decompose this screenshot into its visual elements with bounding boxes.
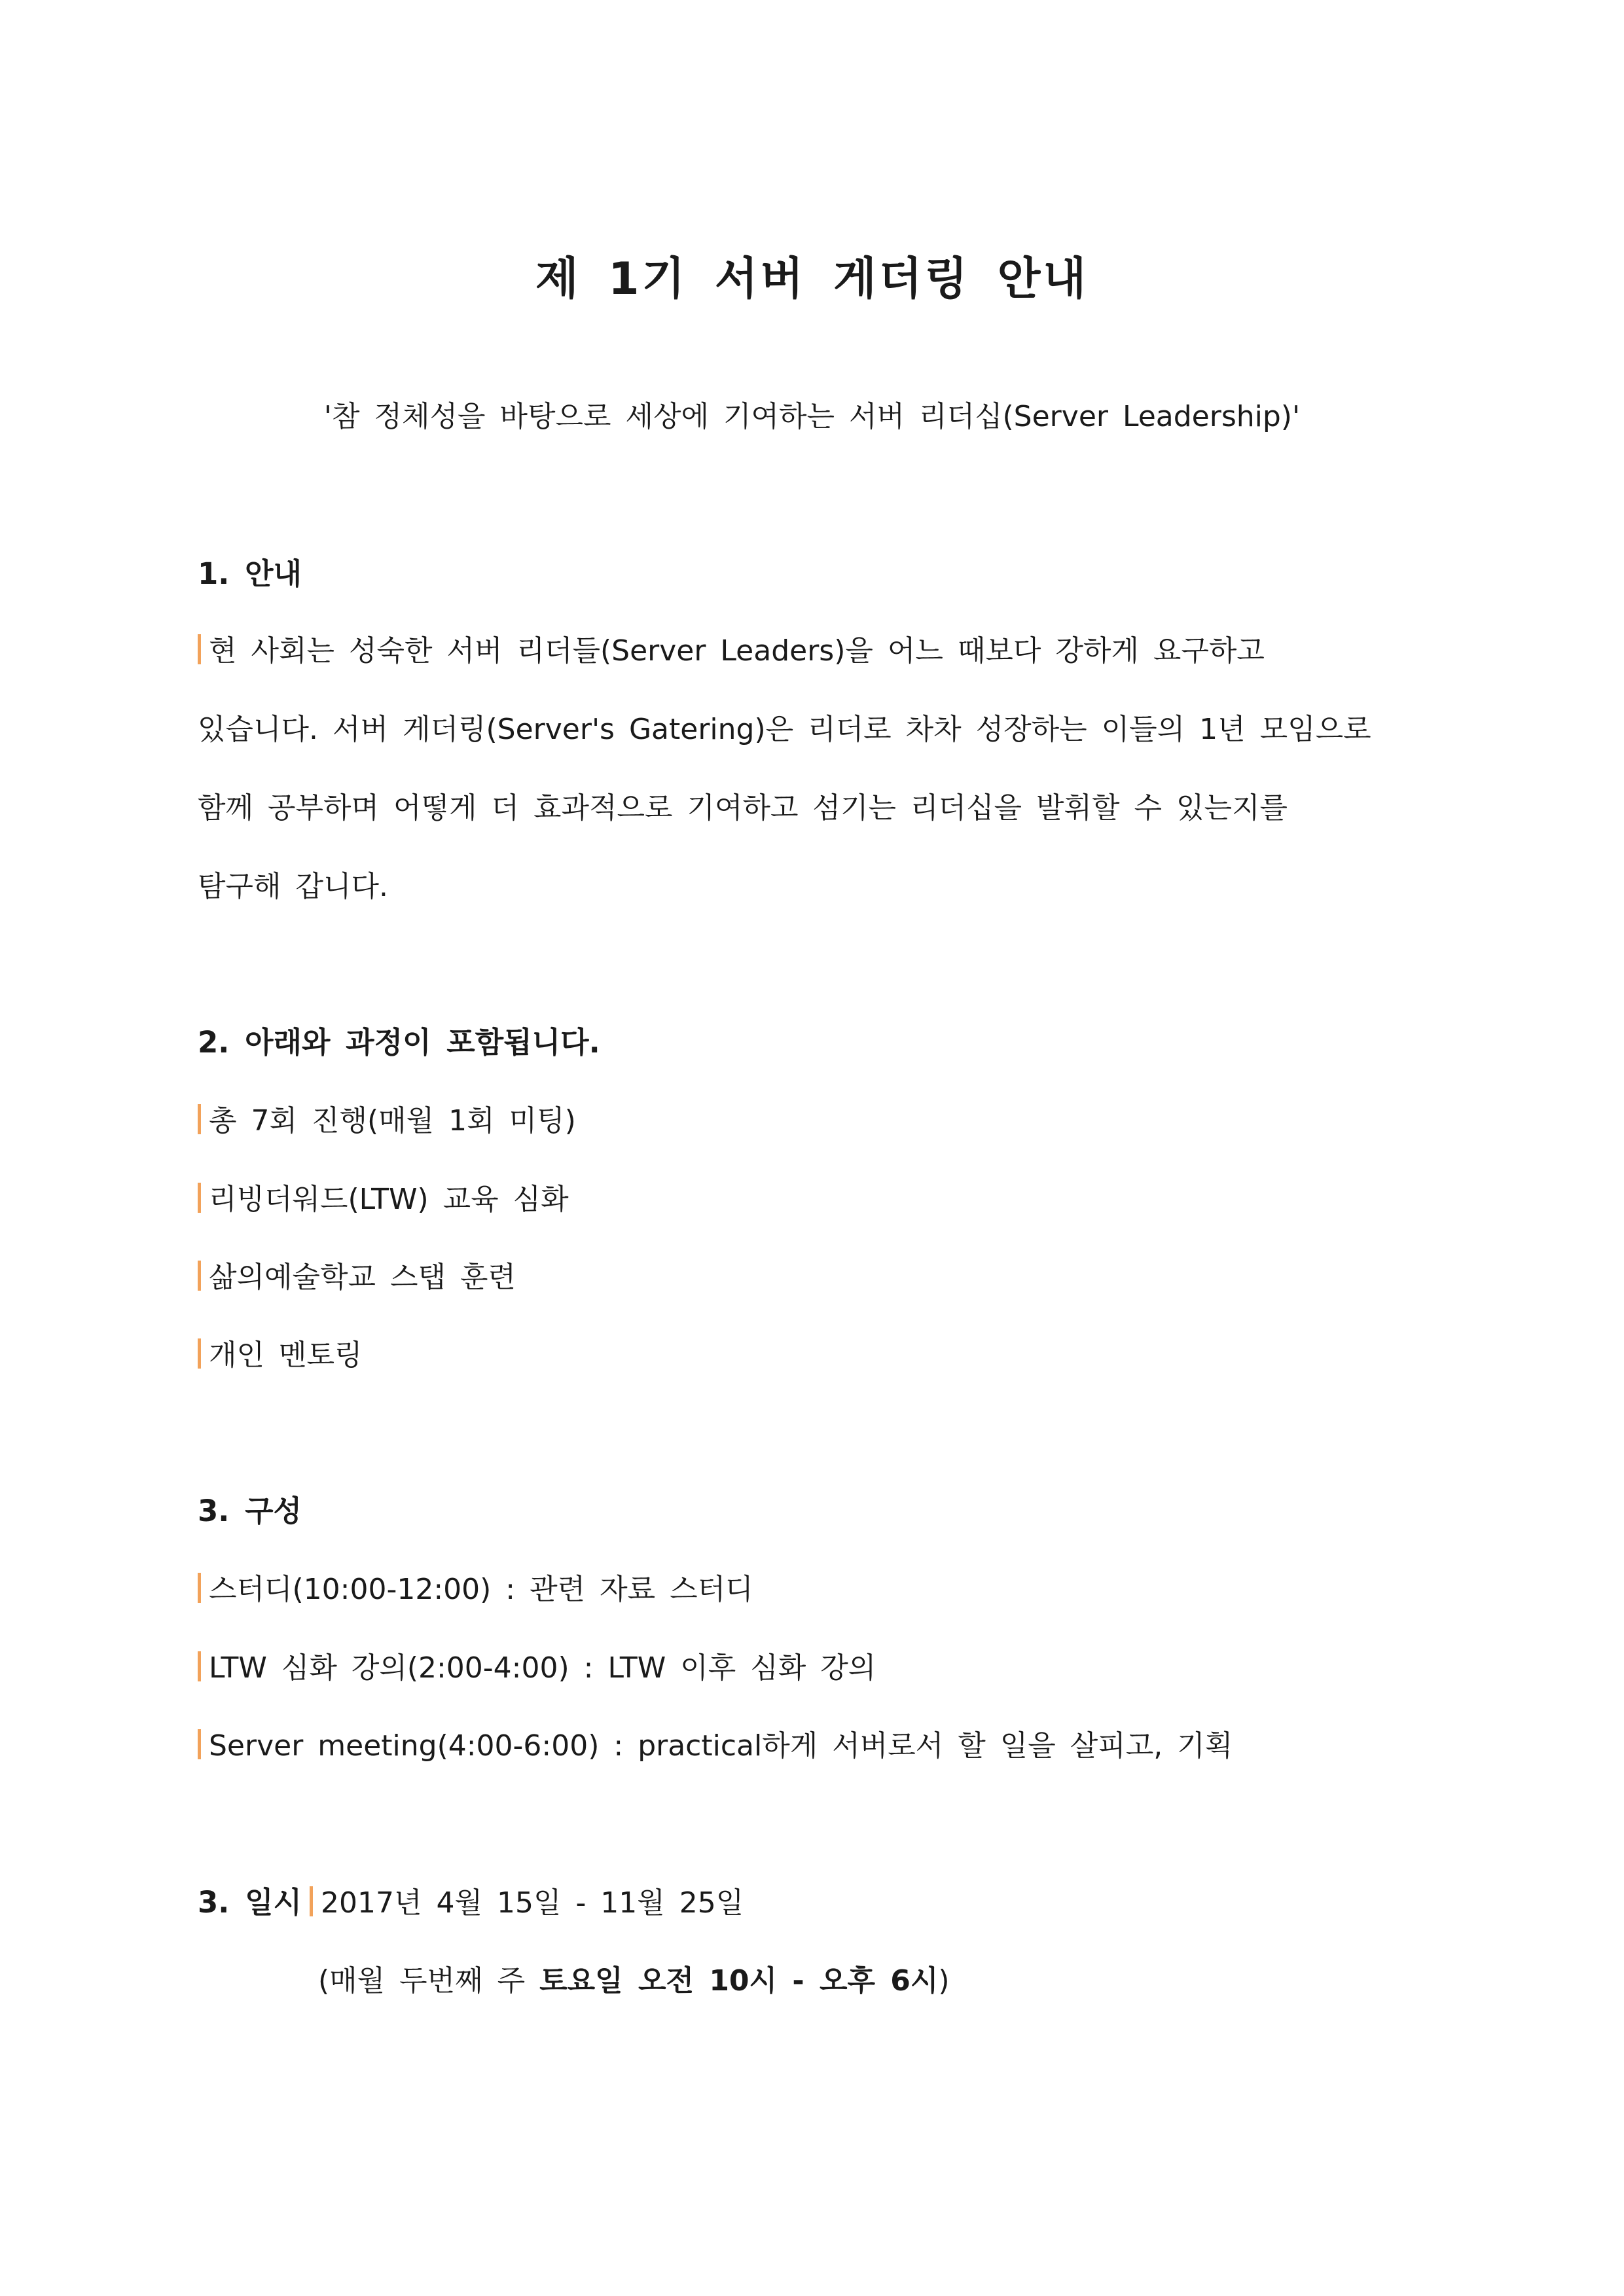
- schedule-time-prefix: (매월 두번째 주: [318, 1964, 540, 1998]
- accent-bar: [198, 1261, 201, 1291]
- section-3-item: [198, 1644, 876, 1686]
- accent-bar: [198, 1104, 201, 1134]
- schedule-date: 2017년 4월 15일 - 11월 25일: [321, 1886, 744, 1920]
- section-1-heading: 1. 안내: [198, 556, 302, 591]
- section-2-item-text: 개인 멘토링: [209, 1338, 363, 1372]
- section-2-item: [198, 1097, 576, 1139]
- section-1-line-1: [198, 627, 1265, 669]
- section-2-item-text: 총 7회 진행(매월 1회 미팅): [209, 1104, 576, 1138]
- section-2-item-text: 리빙더워드(LTW) 교육 심화: [209, 1183, 569, 1216]
- section-2-item-text: 삶의예술학교 스탭 훈련: [209, 1261, 516, 1294]
- document-title: 제 1기 서버 게더링 안내: [535, 253, 1089, 305]
- section-2-heading: 2. 아래와 과정이 포함됩니다.: [198, 1025, 600, 1060]
- accent-bar: [198, 1183, 201, 1213]
- schedule-line: [198, 1878, 744, 1921]
- section-3-item: [198, 1566, 753, 1607]
- section-3-item-text: 스터디(10:00-12:00) : 관련 자료 스터디: [209, 1573, 753, 1606]
- schedule-time-bold: 토요일 오전 10시 - 오후 6시: [539, 1964, 939, 1998]
- section-2-item: [198, 1253, 516, 1295]
- schedule-heading: 3. 일시: [198, 1885, 302, 1920]
- schedule-time-line: [318, 1957, 950, 1999]
- section-3-item-text: LTW 심화 강의(2:00-4:00) : LTW 이후 심화 강의: [209, 1651, 876, 1685]
- accent-bar: [198, 1573, 201, 1603]
- schedule-time-suffix: ): [938, 1964, 950, 1998]
- section-1-line-4: 탐구해 갑니다.: [198, 870, 388, 903]
- section-2-item: [198, 1331, 363, 1373]
- section-2-item: [198, 1175, 569, 1217]
- section-3-item-text: Server meeting(4:00-6:00) : practical하게 서버로서 할 일을 살피고, 기획: [209, 1729, 1233, 1763]
- section-1-line-1-text: 현 사회는 성숙한 서버 리더들(Server Leaders)을 어느 때보다 강하게 요구하고: [209, 634, 1265, 668]
- section-1-line-2: 있습니다. 서버 게더링(Server's Gatering)은 리더로 차차 성장하는 이들의 1년 모임으로: [198, 713, 1371, 746]
- accent-bar: [198, 1729, 201, 1759]
- section-3-heading: 3. 구성: [198, 1494, 302, 1528]
- accent-bar: [198, 1651, 201, 1681]
- section-1-line-3: 함께 공부하며 어떻게 더 효과적으로 기여하고 섬기는 리더십을 발휘할 수 있는지를: [198, 791, 1288, 825]
- section-3-item: [198, 1722, 1233, 1764]
- accent-bar: [198, 1338, 201, 1369]
- document-subtitle: '참 정체성을 바탕으로 세상에 기여하는 서버 리더십(Server Leadership)': [323, 400, 1301, 433]
- accent-bar: [198, 634, 201, 664]
- accent-bar: [310, 1886, 313, 1916]
